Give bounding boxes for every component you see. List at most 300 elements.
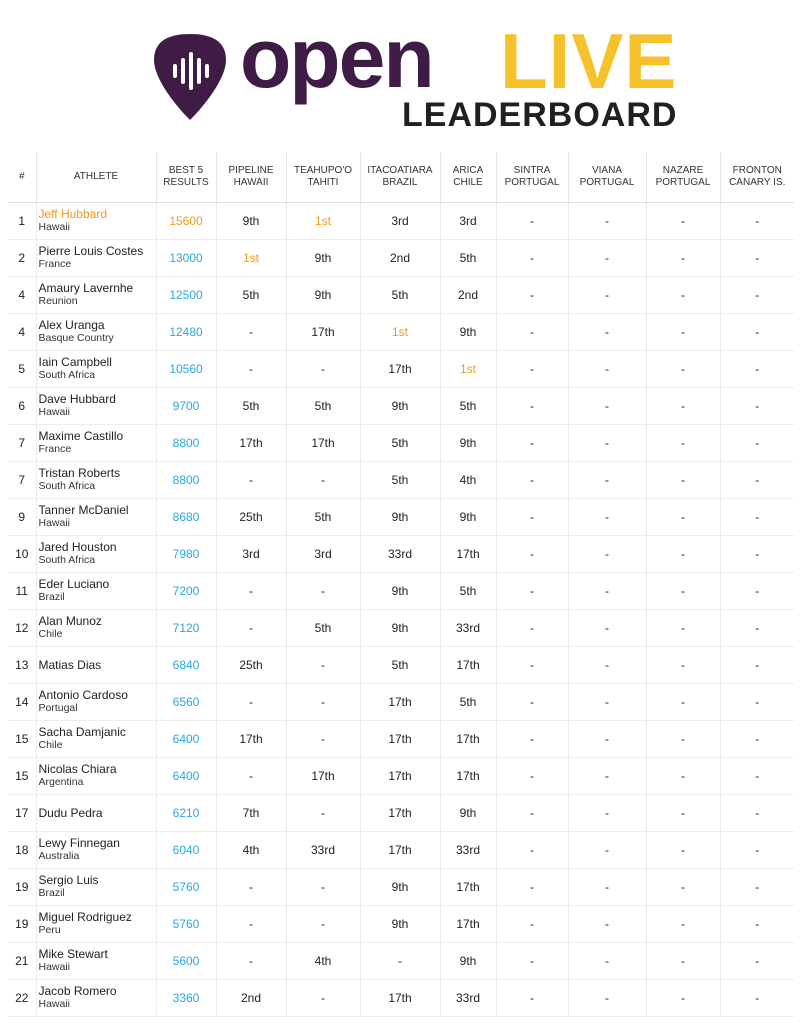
event-result: -: [755, 732, 760, 746]
event-result: -: [646, 980, 720, 1017]
event-result: -: [646, 277, 720, 314]
event-result: 17th: [286, 758, 360, 795]
rank-cell: 15: [8, 758, 36, 795]
event-result: 5th: [360, 647, 440, 684]
rank-cell: 6: [8, 388, 36, 425]
table-row[interactable]: [8, 351, 794, 388]
event-result: -: [755, 954, 760, 968]
event-result: -: [755, 510, 760, 524]
best-results-score: 8680: [156, 499, 216, 536]
rank-cell: 2: [8, 240, 36, 277]
guitar-pick-icon: [152, 32, 228, 122]
event-result: -: [646, 795, 720, 832]
athlete-name[interactable]: Pierre Louis Costes: [38, 244, 144, 258]
event-result: -: [568, 943, 646, 980]
athlete-name[interactable]: Matias Dias: [38, 657, 102, 672]
event-result: -: [568, 980, 646, 1017]
event-result: -: [216, 573, 286, 610]
event-result: 5th: [440, 240, 496, 277]
event-result: 9th: [360, 499, 440, 536]
event-result: 25th: [216, 499, 286, 536]
athlete-cell: [36, 832, 156, 869]
event-result: 17th: [216, 425, 286, 462]
event-result: -: [755, 880, 760, 894]
athlete-cell: [36, 943, 156, 980]
event-result: 17th: [360, 758, 440, 795]
col-athlete: ATHLETE: [36, 152, 156, 203]
event-result: 4th: [440, 462, 496, 499]
event-result: -: [568, 758, 646, 795]
table-row[interactable]: [8, 314, 794, 351]
event-result: -: [286, 980, 360, 1017]
rank-cell: 19: [8, 869, 36, 906]
best-results-score: 8800: [156, 462, 216, 499]
col-event-itacoatiara: ITACOATIARA BRAZIL: [360, 152, 440, 203]
athlete-country: Brazil: [38, 887, 65, 899]
athlete-country: Portugal: [38, 702, 78, 714]
event-result: -: [496, 906, 568, 943]
event-result: -: [755, 214, 760, 228]
athlete-name[interactable]: Nicolas Chiara: [38, 762, 117, 776]
event-result: -: [646, 610, 720, 647]
best-results-score: 6560: [156, 684, 216, 721]
event-result: -: [646, 721, 720, 758]
athlete-country: Basque Country: [38, 332, 114, 344]
brand-open: open: [240, 11, 433, 105]
table-row[interactable]: [8, 203, 794, 240]
event-result: -: [568, 684, 646, 721]
event-result: -: [568, 573, 646, 610]
event-result: 17th: [360, 721, 440, 758]
athlete-name[interactable]: Lewy Finnegan: [38, 836, 120, 850]
event-result: -: [646, 203, 720, 240]
event-result: -: [568, 203, 646, 240]
athlete-country: South Africa: [38, 554, 96, 566]
event-result: -: [496, 203, 568, 240]
col-event-pipeline: PIPELINE HAWAII: [216, 152, 286, 203]
athlete-cell: [36, 536, 156, 573]
rank-cell: 12: [8, 610, 36, 647]
athlete-name[interactable]: Tanner McDaniel: [38, 503, 129, 517]
event-result: -: [496, 240, 568, 277]
event-result: -: [755, 991, 760, 1005]
event-result: -: [568, 647, 646, 684]
event-result: -: [286, 906, 360, 943]
event-result: 5th: [216, 277, 286, 314]
best-results-score: 12480: [156, 314, 216, 351]
event-result: -: [216, 610, 286, 647]
table-row[interactable]: [8, 906, 794, 943]
event-result: 5th: [216, 388, 286, 425]
col-event-teahupoo: TEAHUPO'O TAHITI: [286, 152, 360, 203]
rank-cell: 9: [8, 499, 36, 536]
table-row[interactable]: [8, 277, 794, 314]
athlete-cell: [36, 647, 156, 684]
event-result: -: [286, 684, 360, 721]
event-result: -: [360, 943, 440, 980]
event-result: 17th: [360, 980, 440, 1017]
athlete-cell: [36, 573, 156, 610]
event-result: 17th: [440, 721, 496, 758]
table-row[interactable]: [8, 536, 794, 573]
event-result: -: [496, 573, 568, 610]
rank-cell: 5: [8, 351, 36, 388]
table-row[interactable]: [8, 240, 794, 277]
event-result: -: [646, 647, 720, 684]
athlete-country: South Africa: [38, 369, 96, 381]
best-results-score: 3360: [156, 980, 216, 1017]
athlete-cell: [36, 795, 156, 832]
event-result: -: [646, 832, 720, 869]
event-result: 2nd: [216, 980, 286, 1017]
athlete-name[interactable]: Mike Stewart: [38, 947, 108, 961]
event-result: -: [646, 573, 720, 610]
table-row[interactable]: [8, 980, 794, 1017]
table-row[interactable]: [8, 832, 794, 869]
event-result: 17th: [440, 869, 496, 906]
athlete-cell: [36, 869, 156, 906]
event-result: -: [568, 906, 646, 943]
table-row[interactable]: [8, 425, 794, 462]
athlete-name[interactable]: Amaury Lavernhe: [38, 281, 134, 295]
event-result: 5th: [440, 388, 496, 425]
event-result: 5th: [360, 462, 440, 499]
event-result: -: [568, 277, 646, 314]
event-result: -: [496, 795, 568, 832]
athlete-country: Reunion: [38, 295, 78, 307]
event-result: -: [568, 314, 646, 351]
event-result: 9th: [360, 610, 440, 647]
event-result: 17th: [360, 351, 440, 388]
best-results-score: 7200: [156, 573, 216, 610]
athlete-cell: [36, 277, 156, 314]
event-result: 17th: [440, 906, 496, 943]
rank-cell: 1: [8, 203, 36, 240]
event-result: -: [496, 536, 568, 573]
athlete-name[interactable]: Jacob Romero: [38, 984, 117, 998]
event-result: 3rd: [286, 536, 360, 573]
event-result: -: [496, 980, 568, 1017]
col-event-nazare: NAZARE PORTUGAL: [646, 152, 720, 203]
event-result: -: [646, 351, 720, 388]
event-result: -: [646, 758, 720, 795]
athlete-cell: [36, 240, 156, 277]
event-result: -: [286, 573, 360, 610]
event-result: 5th: [286, 388, 360, 425]
table-row[interactable]: [8, 795, 794, 832]
event-result: -: [755, 584, 760, 598]
event-result: -: [755, 399, 760, 413]
col-event-arica: ARICA CHILE: [440, 152, 496, 203]
table-row[interactable]: [8, 684, 794, 721]
table-row[interactable]: [8, 499, 794, 536]
event-result: -: [496, 351, 568, 388]
athlete-cell: [36, 980, 156, 1017]
athlete-cell: [36, 314, 156, 351]
best-results-score: 5760: [156, 869, 216, 906]
event-result: -: [568, 610, 646, 647]
rank-cell: 22: [8, 980, 36, 1017]
athlete-country: Hawaii: [38, 961, 71, 973]
event-result: -: [755, 547, 760, 561]
event-result: -: [496, 462, 568, 499]
event-result: 7th: [216, 795, 286, 832]
event-result: -: [496, 425, 568, 462]
table-row[interactable]: [8, 388, 794, 425]
event-result: -: [568, 869, 646, 906]
rank-cell: 21: [8, 943, 36, 980]
rank-cell: 13: [8, 647, 36, 684]
athlete-cell: [36, 388, 156, 425]
rank-cell: 15: [8, 721, 36, 758]
event-result: -: [646, 869, 720, 906]
event-result: -: [496, 647, 568, 684]
event-result: 5th: [440, 573, 496, 610]
rank-cell: 4: [8, 277, 36, 314]
event-result: 1st: [360, 314, 440, 351]
athlete-country: Argentina: [38, 776, 84, 788]
athlete-cell: [36, 684, 156, 721]
event-result: -: [646, 499, 720, 536]
event-result: -: [216, 758, 286, 795]
event-result: -: [755, 288, 760, 302]
col-event-sintra: SINTRA PORTUGAL: [496, 152, 568, 203]
athlete-name[interactable]: Sacha Damjanic: [38, 725, 126, 739]
event-result: 1st: [440, 351, 496, 388]
event-result: -: [646, 314, 720, 351]
event-result: -: [216, 906, 286, 943]
event-result: 1st: [216, 240, 286, 277]
athlete-country: Hawaii: [38, 221, 71, 233]
event-result: -: [496, 314, 568, 351]
athlete-name[interactable]: Alan Munoz: [38, 614, 102, 628]
athlete-name[interactable]: Maxime Castillo: [38, 429, 124, 443]
table-row[interactable]: [8, 647, 794, 684]
event-result: -: [496, 499, 568, 536]
col-event-viana: VIANA PORTUGAL: [568, 152, 646, 203]
athlete-cell: [36, 351, 156, 388]
rank-cell: 19: [8, 906, 36, 943]
event-result: 9th: [440, 499, 496, 536]
event-result: 17th: [286, 425, 360, 462]
athlete-name[interactable]: Iain Campbell: [38, 355, 112, 369]
event-result: -: [755, 251, 760, 265]
event-result: 9th: [216, 203, 286, 240]
athlete-name[interactable]: Miguel Rodriguez: [38, 910, 132, 924]
athlete-country: France: [38, 258, 72, 270]
table-row[interactable]: [8, 721, 794, 758]
table-row[interactable]: [8, 758, 794, 795]
event-result: -: [496, 277, 568, 314]
athlete-cell: [36, 499, 156, 536]
rank-cell: 4: [8, 314, 36, 351]
athlete-country: France: [38, 443, 72, 455]
event-result: 17th: [216, 721, 286, 758]
event-result: 33rd: [360, 536, 440, 573]
event-result: -: [755, 769, 760, 783]
event-result: 9th: [286, 277, 360, 314]
athlete-country: South Africa: [38, 480, 96, 492]
athlete-country: Australia: [38, 850, 80, 862]
event-result: -: [216, 314, 286, 351]
event-result: -: [496, 610, 568, 647]
header: [0, 0, 807, 150]
table-row[interactable]: [8, 869, 794, 906]
event-result: -: [755, 806, 760, 820]
table-row[interactable]: [8, 573, 794, 610]
table-row[interactable]: [8, 462, 794, 499]
event-result: 2nd: [360, 240, 440, 277]
event-result: 17th: [440, 758, 496, 795]
event-result: -: [646, 906, 720, 943]
athlete-cell: [36, 610, 156, 647]
best-results-score: 7980: [156, 536, 216, 573]
athlete-name[interactable]: Jared Houston: [38, 540, 117, 554]
event-result: -: [755, 843, 760, 857]
athlete-name[interactable]: Tristan Roberts: [38, 466, 121, 480]
athlete-cell: [36, 203, 156, 240]
event-result: -: [755, 325, 760, 339]
event-result: -: [496, 832, 568, 869]
best-results-score: 5600: [156, 943, 216, 980]
event-result: -: [755, 621, 760, 635]
rank-cell: 10: [8, 536, 36, 573]
event-result: 4th: [286, 943, 360, 980]
athlete-country: Peru: [38, 924, 61, 936]
event-result: 17th: [360, 832, 440, 869]
event-result: -: [496, 388, 568, 425]
athlete-name[interactable]: Dave Hubbard: [38, 392, 116, 406]
event-result: -: [216, 351, 286, 388]
best-results-score: 6400: [156, 721, 216, 758]
event-result: -: [286, 869, 360, 906]
event-result: -: [755, 917, 760, 931]
event-result: -: [286, 721, 360, 758]
best-results-score: 5760: [156, 906, 216, 943]
best-results-score: 8800: [156, 425, 216, 462]
best-results-score: 6040: [156, 832, 216, 869]
athlete-country: Hawaii: [38, 406, 71, 418]
event-result: 9th: [286, 240, 360, 277]
best-results-score: 6840: [156, 647, 216, 684]
event-result: -: [568, 351, 646, 388]
best-results-score: 13000: [156, 240, 216, 277]
event-result: -: [568, 425, 646, 462]
event-result: -: [568, 462, 646, 499]
table-row[interactable]: [8, 610, 794, 647]
event-result: 5th: [286, 499, 360, 536]
athlete-cell: [36, 721, 156, 758]
event-result: -: [496, 943, 568, 980]
event-result: -: [568, 795, 646, 832]
event-result: -: [755, 695, 760, 709]
header-row: [8, 152, 794, 203]
event-result: 9th: [360, 388, 440, 425]
event-result: 5th: [360, 277, 440, 314]
athlete-cell: [36, 462, 156, 499]
event-result: 17th: [440, 536, 496, 573]
event-result: 33rd: [440, 610, 496, 647]
event-result: -: [216, 869, 286, 906]
athlete-name[interactable]: Alex Uranga: [38, 318, 105, 332]
event-result: -: [568, 388, 646, 425]
event-result: -: [646, 388, 720, 425]
event-result: 3rd: [216, 536, 286, 573]
event-result: -: [755, 658, 760, 672]
athlete-cell: [36, 758, 156, 795]
event-result: -: [568, 240, 646, 277]
best-results-score: 12500: [156, 277, 216, 314]
athlete-name[interactable]: Jeff Hubbard: [38, 207, 107, 221]
event-result: 17th: [286, 314, 360, 351]
event-result: 17th: [360, 684, 440, 721]
rank-cell: 7: [8, 462, 36, 499]
athlete-name[interactable]: Antonio Cardoso: [38, 688, 128, 702]
athlete-name[interactable]: Sergio Luis: [38, 873, 99, 887]
leaderboard-table: [8, 152, 794, 1017]
event-result: -: [496, 758, 568, 795]
event-result: 9th: [360, 906, 440, 943]
event-result: -: [646, 684, 720, 721]
event-result: 9th: [360, 869, 440, 906]
event-result: -: [216, 462, 286, 499]
event-result: -: [568, 536, 646, 573]
event-result: 9th: [360, 573, 440, 610]
event-result: -: [755, 473, 760, 487]
athlete-country: Chile: [38, 739, 63, 751]
event-result: -: [216, 684, 286, 721]
event-result: 33rd: [286, 832, 360, 869]
brand-live: LIVE: [500, 17, 678, 105]
best-results-score: 6400: [156, 758, 216, 795]
table-row[interactable]: [8, 943, 794, 980]
event-result: 5th: [286, 610, 360, 647]
event-result: 17th: [440, 647, 496, 684]
best-results-score: 10560: [156, 351, 216, 388]
athlete-country: Hawaii: [38, 998, 71, 1010]
event-result: -: [755, 362, 760, 376]
event-result: 9th: [440, 943, 496, 980]
event-result: 33rd: [440, 980, 496, 1017]
rank-cell: 14: [8, 684, 36, 721]
event-result: 9th: [440, 795, 496, 832]
athlete-country: Hawaii: [38, 517, 71, 529]
event-result: -: [216, 943, 286, 980]
athlete-cell: [36, 425, 156, 462]
best-results-score: 9700: [156, 388, 216, 425]
event-result: 2nd: [440, 277, 496, 314]
event-result: -: [646, 943, 720, 980]
event-result: 33rd: [440, 832, 496, 869]
event-result: 1st: [286, 203, 360, 240]
best-results-score: 6210: [156, 795, 216, 832]
rank-cell: 11: [8, 573, 36, 610]
event-result: -: [568, 832, 646, 869]
event-result: -: [568, 499, 646, 536]
event-result: -: [286, 647, 360, 684]
rank-cell: 17: [8, 795, 36, 832]
event-result: -: [646, 240, 720, 277]
event-result: -: [646, 462, 720, 499]
event-result: 5th: [440, 684, 496, 721]
rank-cell: 7: [8, 425, 36, 462]
athlete-name[interactable]: Eder Luciano: [38, 577, 110, 591]
event-result: -: [755, 436, 760, 450]
athlete-name[interactable]: Dudu Pedra: [38, 805, 103, 820]
event-result: 9th: [440, 425, 496, 462]
rank-cell: 18: [8, 832, 36, 869]
event-result: -: [496, 684, 568, 721]
